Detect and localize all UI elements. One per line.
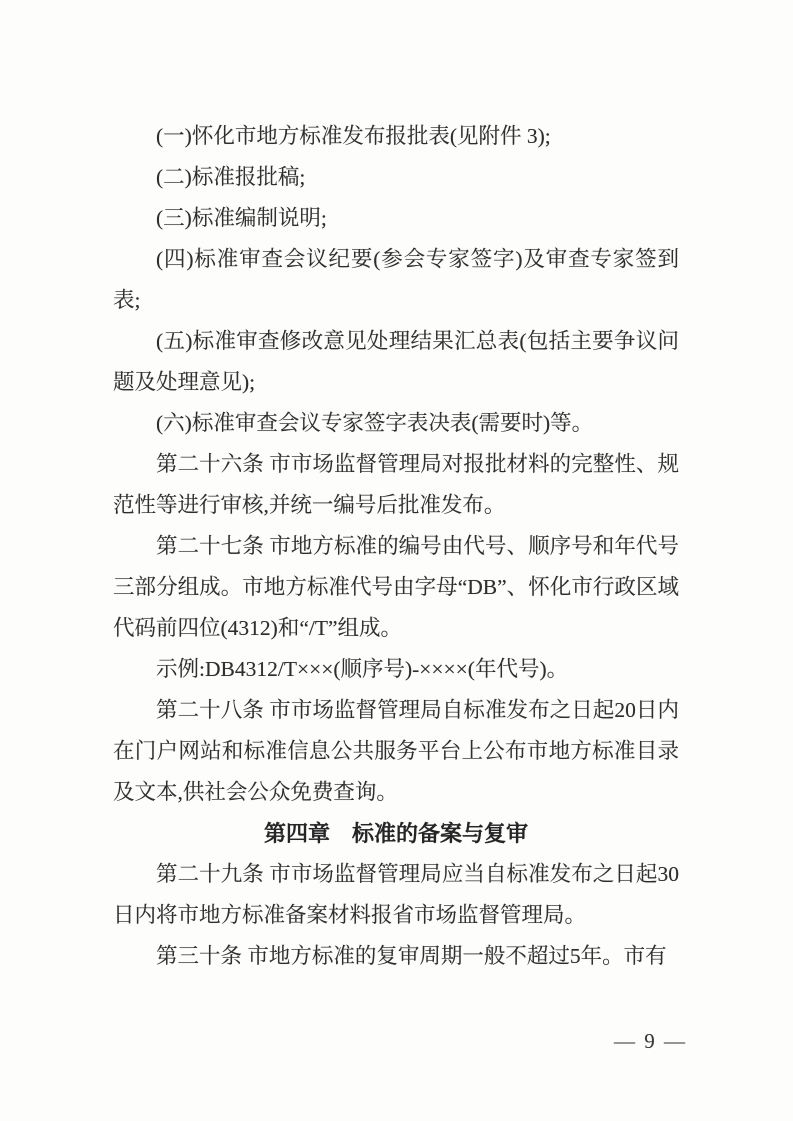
document-body: [113, 116, 679, 977]
example-paragraph: 示例:DB4312/T×××(顺序号)-××××(年代号)。: [156, 657, 569, 681]
list-item-3: (三)标准编制说明;: [156, 206, 327, 230]
list-item-5: (五)标准审查修改意见处理结果汇总表(包括主要争议问题及处理意见);: [113, 329, 679, 394]
article-30-paragraph: 第三十条 市地方标准的复审周期一般不超过5年。市有: [156, 944, 667, 968]
article-29-paragraph: 第二十九条 市市场监督管理局应当自标准发布之日起30日内将市地方标准备案材料报省市场监督管理局。: [113, 862, 679, 927]
list-item-1: (一)怀化市地方标准发布报批表(见附件 3);: [156, 124, 551, 148]
chapter-4-heading: 第四章 标准的备案与复审: [263, 821, 528, 846]
list-item-6: (六)标准审查会议专家签字表决表(需要时)等。: [156, 411, 594, 435]
article-28-paragraph: 第二十八条 市市场监督管理局自标准发布之日起20日内在门户网站和标准信息公共服务平台上公布市地方标准目录及文本,供社会公众免费查询。: [113, 698, 679, 804]
list-item-4: (四)标准审查会议纪要(参会专家签字)及审查专家签到表;: [113, 247, 679, 312]
page-number: — 9 —: [614, 1029, 687, 1053]
list-item-2: (二)标准报批稿;: [156, 165, 306, 189]
article-26-paragraph: 第二十六条 市市场监督管理局对报批材料的完整性、规范性等进行审核,并统一编号后批准发布。: [113, 452, 679, 517]
article-27-paragraph: 第二十七条 市地方标准的编号由代号、顺序号和年代号三部分组成。市地方标准代号由字母“DB”、怀化市行政区域代码前四位(4312)和“/T”组成。: [113, 534, 679, 640]
